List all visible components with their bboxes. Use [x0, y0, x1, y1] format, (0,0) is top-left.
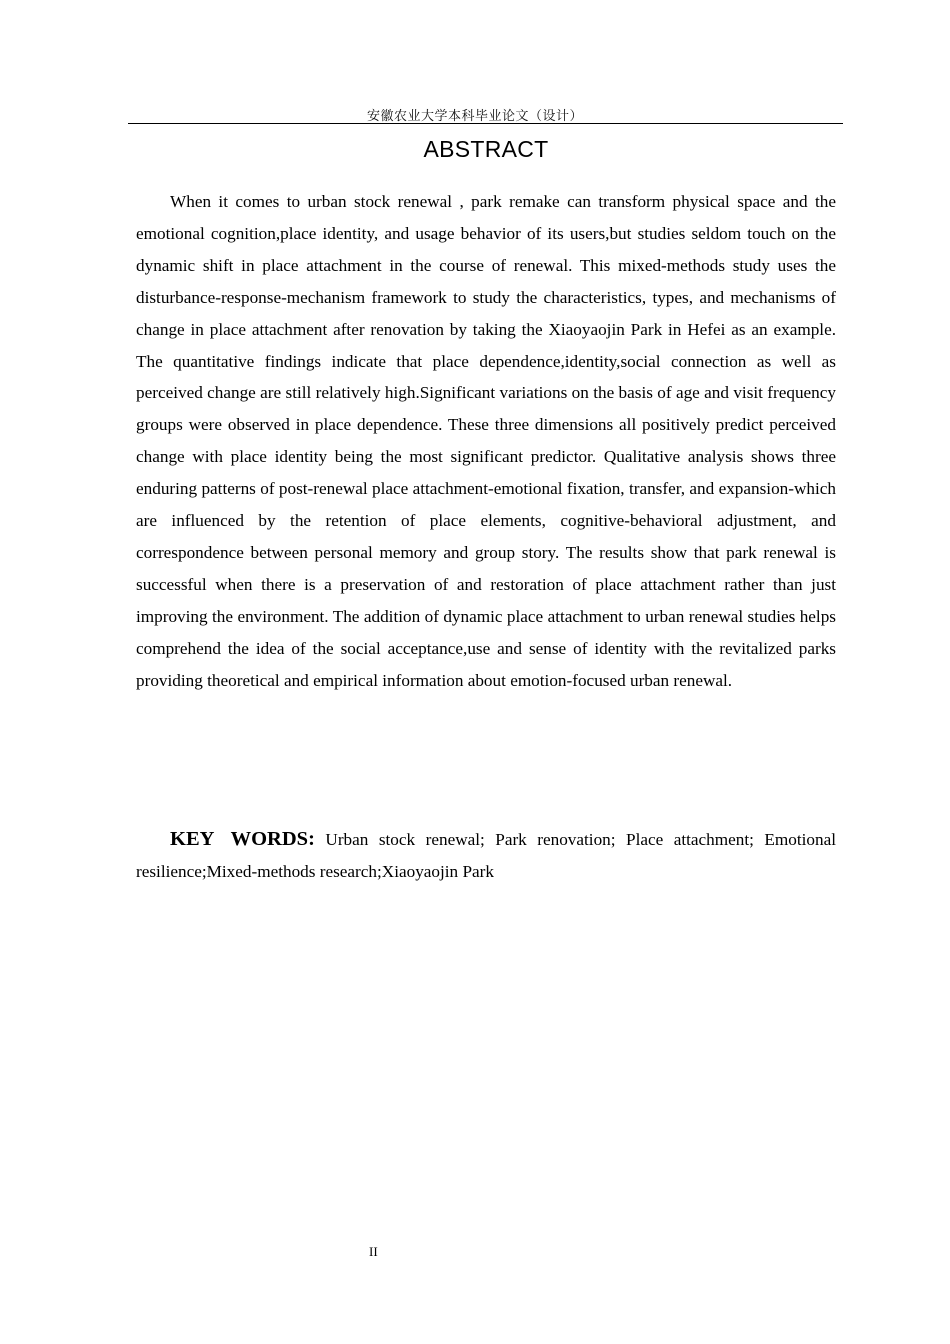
keywords-text: Urban stock renewal; Park renovation; Place attachment; Emotional resilience;Mixed-methods research;Xiaoyaojin Park [136, 830, 837, 881]
abstract-body: When it comes to urban stock renewal , park remake can transform physical space and the emotional cognition,place identity, and usage behavior of its users,but studies seldom touch on the dynamic shift in place attachment in the course of renewal. This mixed-methods study uses the disturbance-response-mechanism framework to study the characteristics, types, and mechanisms of change in place attachment after renovation by taking the Xiaoyaojin Park in Hefei as an example. The quantitative findings indicate that place dependence,identity,social connection as well as perceived change are still relatively high.Significant variations on the basis of age and visit frequency groups were observed in place dependence. These three dimensions all positively predict perceived change with place identity being the most significant predictor. Qualitative analysis shows three enduring patterns of post-renewal place attachment-emotional fixation, transfer, and expansion-which are influenced by the retention of place elements, cognitive-behavioral adjustment, and correspondence between personal memory and group story. The results show that park renewal is successful when there is a preservation of and restoration of place attachment rather than just improving the environment. The addition of dynamic place attachment to urban renewal studies helps comprehend the idea of the social acceptance,use and sense of identity with the revitalized parks providing theoretical and empirical information about emotion-focused urban renewal. [136, 192, 836, 690]
keywords-paragraph [136, 824, 836, 888]
abstract-title: ABSTRACT [423, 136, 549, 162]
page-number: II [369, 1244, 378, 1259]
keywords-label: KEY WORDS: [170, 828, 315, 850]
running-header: 安徽农业大学本科毕业论文（设计） [366, 109, 583, 124]
header-divider [128, 123, 843, 124]
